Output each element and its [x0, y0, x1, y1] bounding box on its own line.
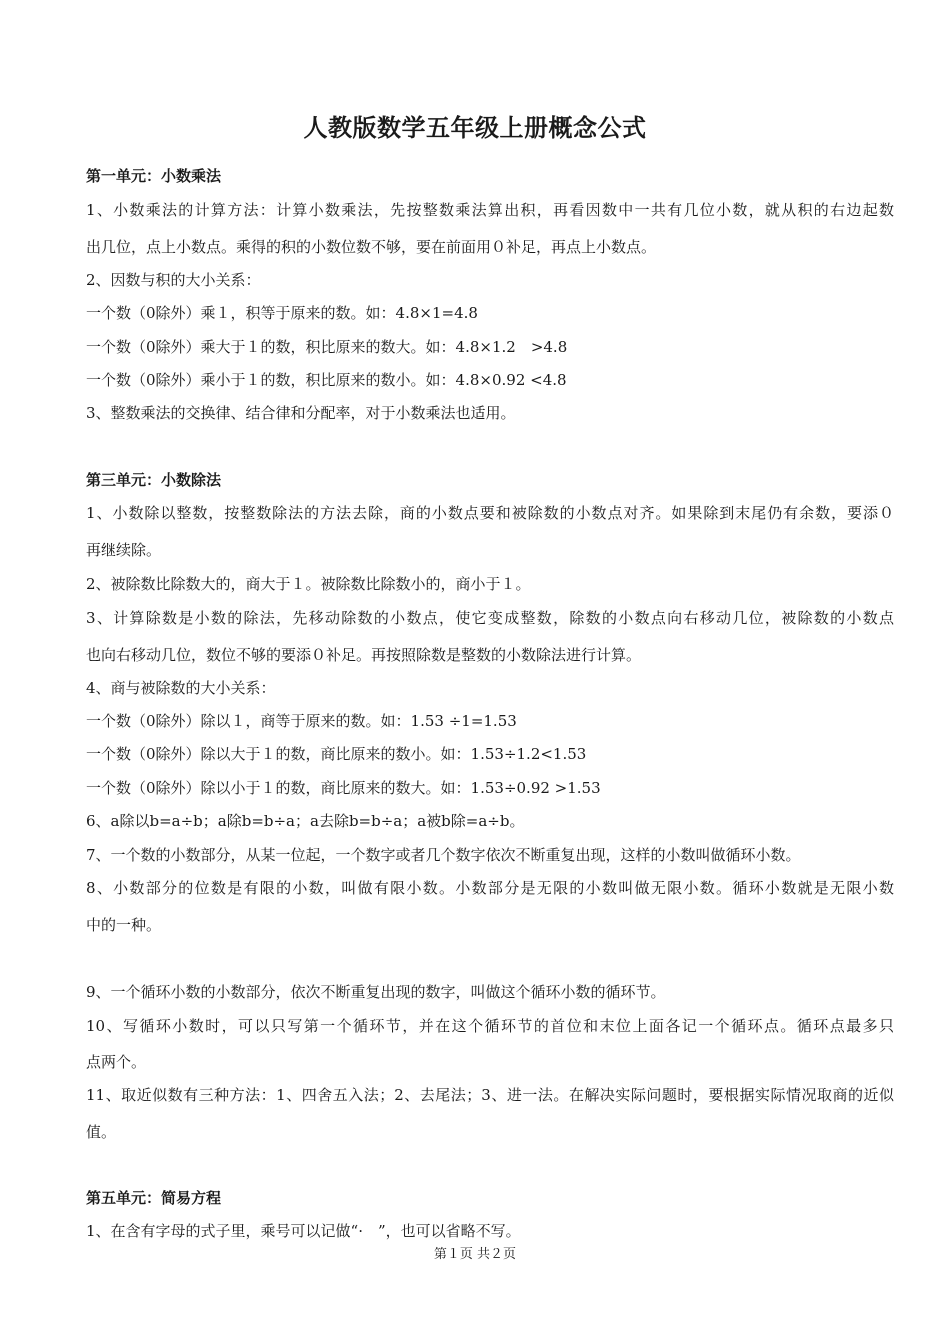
unit3-line-17: 11、取近似数有三种方法：1、四舍五入法；2、去尾法；3、进一法。在解决实际问题时，要根据实际情况取商的近似 — [86, 1086, 894, 1104]
unit3-line-1: 1、小数除以整数，按整数除法的方法去除，商的小数点要和被除数的小数点对齐。如果除到末尾仍有余数，要添０ — [86, 504, 894, 522]
unit3-line-2: 再继续除。 — [86, 541, 162, 559]
unit3-line-14: 9、一个循环小数的小数部分，依次不断重复出现的数字，叫做这个循环小数的循环节。 — [86, 983, 666, 1001]
document-title: 人教版数学五年级上册概念公式 — [303, 113, 647, 142]
unit3-line-16: 点两个。 — [86, 1053, 147, 1071]
unit5-line-1: 1、在含有字母的式子里，乘号可以记做“· ”，也可以省略不写。 — [86, 1222, 521, 1240]
unit3-line-9: 一个数（0除外）除以小于１的数，商比原来的数大。如：1.53÷0.92 >1.53 — [86, 779, 601, 797]
unit1-heading: 第一单元：小数乘法 — [86, 167, 222, 185]
unit1-line-4: 一个数（0除外）乘１，积等于原来的数。如：4.8×1=4.8 — [86, 304, 478, 322]
unit1-line-2: 出几位，点上小数点。乘得的积的小数位数不够，要在前面用０补足，再点上小数点。 — [86, 238, 657, 256]
unit3-line-3: 2、被除数比除数大的，商大于１。被除数比除数小的，商小于１。 — [86, 575, 531, 593]
page-number-footer: 第１页 共２页 — [433, 1247, 517, 1262]
unit3-line-10: 6、a除以b=a÷b；a除b=b÷a；a去除b=b÷a；a被b除=a÷b。 — [86, 812, 525, 830]
unit3-line-15: 10、写循环小数时，可以只写第一个循环节，并在这个循环节的首位和末位上面各记一个循环点。循环点最多只 — [86, 1017, 894, 1035]
unit1-line-1: 1、小数乘法的计算方法：计算小数乘法，先按整数乘法算出积，再看因数中一共有几位小数，就从积的右边起数 — [86, 201, 894, 219]
unit3-line-13: 中的一种。 — [86, 916, 162, 934]
unit3-line-6: 4、商与被除数的大小关系： — [86, 679, 276, 697]
unit5-heading: 第五单元：简易方程 — [86, 1189, 222, 1207]
unit1-line-6: 一个数（0除外）乘小于１的数，积比原来的数小。如：4.8×0.92 <4.8 — [86, 371, 567, 389]
unit1-line-5: 一个数（0除外）乘大于１的数，积比原来的数大。如：4.8×1.2 >4.8 — [86, 338, 568, 356]
unit3-line-4: 3、计算除数是小数的除法，先移动除数的小数点，使它变成整数，除数的小数点向右移动几位，被除数的小数点 — [86, 609, 894, 627]
unit3-line-11: 7、一个数的小数部分，从某一位起，一个数字或者几个数字依次不断重复出现，这样的小数叫做循环小数。 — [86, 846, 801, 864]
unit3-line-8: 一个数（0除外）除以大于１的数，商比原来的数小。如：1.53÷1.2<1.53 — [86, 745, 587, 763]
unit1-line-3: 2、因数与积的大小关系： — [86, 271, 261, 289]
unit3-line-12: 8、小数部分的位数是有限的小数，叫做有限小数。小数部分是无限的小数叫做无限小数。循环小数就是无限小数 — [86, 879, 894, 897]
unit3-line-5: 也向右移动几位，数位不够的要添０补足。再按照除数是整数的小数除法进行计算。 — [86, 646, 642, 664]
unit3-line-18: 值。 — [86, 1123, 117, 1141]
unit1-line-7: 3、整数乘法的交换律、结合律和分配率，对于小数乘法也适用。 — [86, 404, 516, 422]
unit3-heading: 第三单元：小数除法 — [86, 471, 222, 489]
unit3-line-7: 一个数（0除外）除以１，商等于原来的数。如：1.53 ÷1=1.53 — [86, 712, 517, 730]
